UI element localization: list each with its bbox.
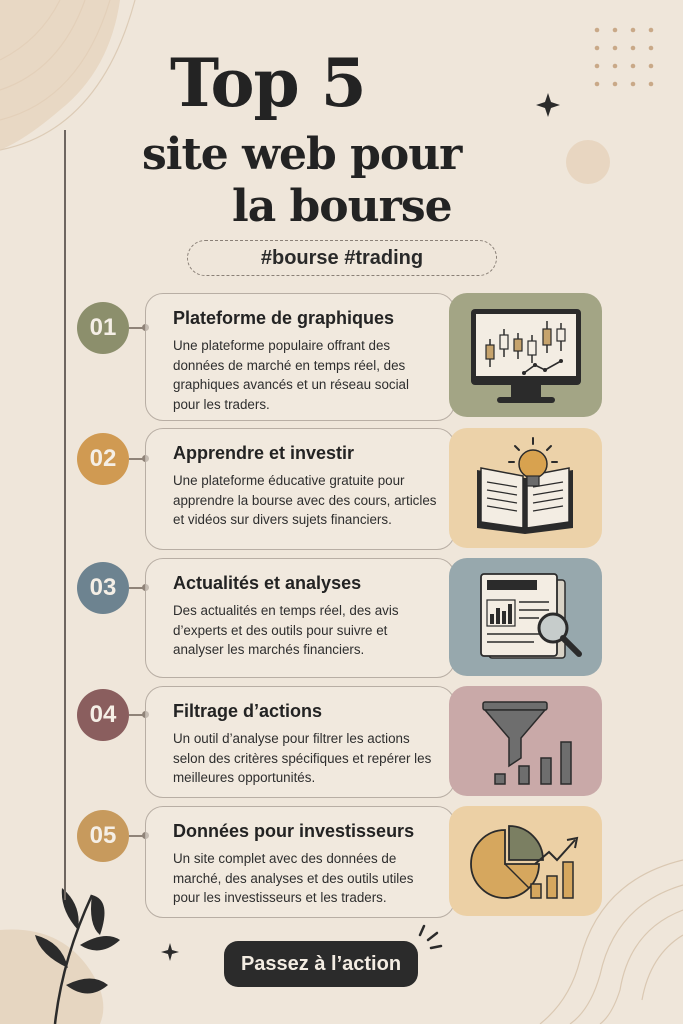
item-title: Apprendre et investir [173,443,355,463]
title-line-3: la bourse [232,181,452,232]
blob-right [566,140,610,184]
title-line-1: Top 5 [170,44,366,122]
item-card [145,428,455,550]
dot-grid [595,28,654,87]
pie-chart-growth-icon [449,806,602,916]
item-number-badge: 02 [77,433,129,485]
sparkle-icon [536,93,560,117]
blob-top-left [0,0,120,150]
hashtags-badge: #bourse #trading [187,240,497,276]
item-icon-tile [449,558,602,676]
item-number-badge: 04 [77,689,129,741]
item-title: Filtrage d’actions [173,701,323,721]
call-to-action-button[interactable]: Passez à l’action [224,941,418,987]
item-description: Une plateforme populaire offrant des données de marché en temps réel, des graphiques avancés et un réseau social pour les traders. [173,338,409,412]
item-description: Des actualités en temps réel, des avis d’experts et des outils pour suivre et analyser les marchés financiers. [173,603,399,657]
item-number-badge: 01 [77,302,129,354]
funnel-bars-icon [449,686,602,796]
item-icon-tile [449,806,602,916]
title-line-2: site web pour [142,129,462,180]
item-title: Actualités et analyses [173,573,362,593]
item-title: Données pour investisseurs [173,821,415,841]
item-card [145,293,455,421]
cta-accent-lines [420,926,441,948]
book-lightbulb-icon [449,428,602,548]
item-card [145,686,455,798]
item-title: Plateforme de graphiques [173,308,395,328]
item-card [145,558,455,678]
item-icon-tile [449,428,602,548]
monitor-chart-icon [449,293,602,417]
item-number-badge: 05 [77,810,129,862]
sparkle-icon [161,943,179,961]
item-icon-tile [449,686,602,796]
newspaper-magnifier-icon [449,558,602,676]
item-description: Une plateforme éducative gratuite pour apprendre la bourse avec des cours, articles et vidéos sur divers sujets financiers. [173,473,437,527]
item-card [145,806,455,918]
item-description: Un outil d’analyse pour filtrer les actions selon des critères spécifiques et repérer les meilleures opportunités. [173,731,432,785]
timeline-line [64,130,66,900]
item-description: Un site complet avec des données de marché, des analyses et des outils utiles pour les investisseurs et les traders. [173,851,414,905]
item-number-badge: 03 [77,562,129,614]
item-icon-tile [449,293,602,417]
